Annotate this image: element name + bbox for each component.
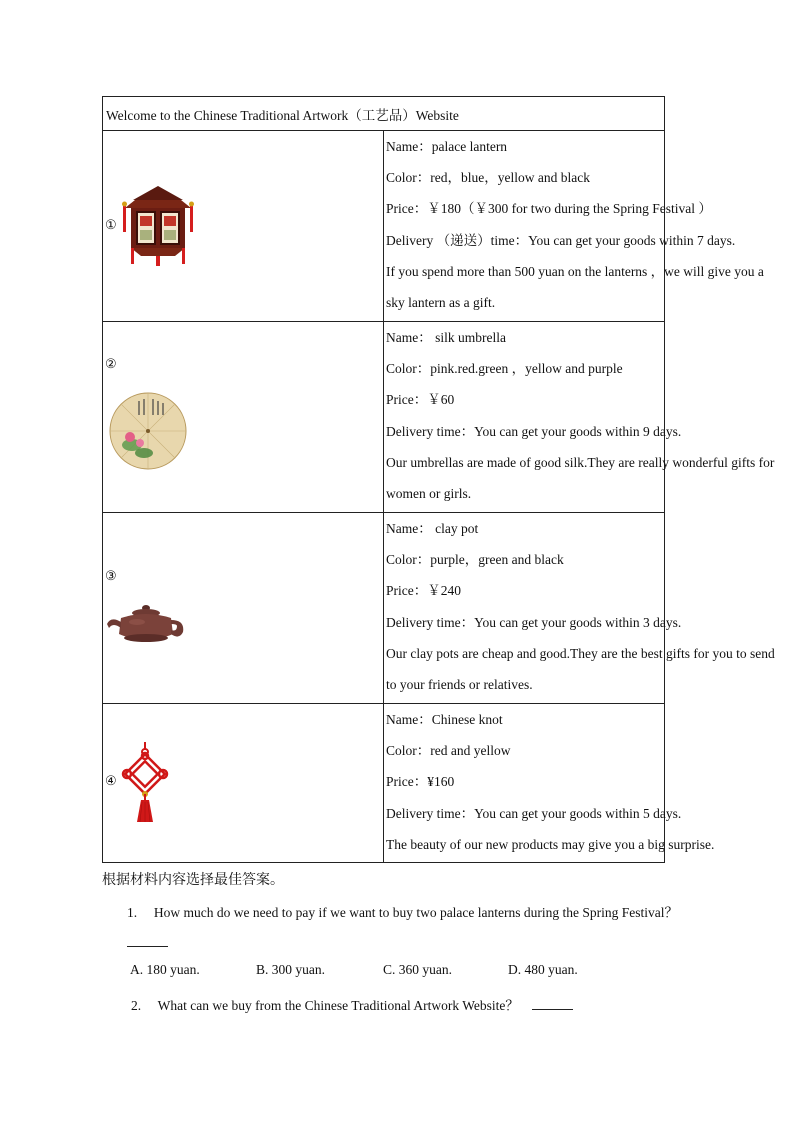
product-details [384, 513, 775, 704]
question-text: How much do we need to pay if we want to buy two palace lanterns during the Spring Festival？ [153, 905, 679, 920]
product-note: Our umbrellas are made of good silk.They are really wonderful gifts for [386, 454, 775, 470]
product-image-cell [103, 131, 384, 322]
product-details [384, 704, 715, 863]
answer-blank[interactable] [127, 934, 168, 951]
table-row [103, 704, 665, 863]
product-image-cell [103, 704, 384, 863]
product-image-cell [103, 322, 384, 513]
product-price: Price：￥60 [386, 392, 455, 408]
table-row [103, 322, 665, 513]
silk-umbrella-image [108, 391, 188, 471]
table-row [103, 131, 665, 322]
product-note-continued: sky lantern as a gift. [386, 294, 496, 310]
product-color: Color：pink.red.green ，yellow and purple [386, 361, 623, 377]
product-note-continued: women or girls. [386, 485, 472, 501]
answer-blank[interactable] [532, 997, 573, 1010]
product-delivery: Delivery time：You can get your goods within 3 days. [386, 614, 682, 630]
item-number: ① [105, 217, 117, 232]
product-price: Price：¥160 [386, 774, 455, 790]
item-number: ② [105, 356, 117, 371]
question-2 [131, 994, 573, 1014]
product-name: Name： clay pot [386, 521, 479, 536]
chinese-knot-image [121, 742, 169, 822]
product-delivery: Delivery （递送）time：You can get your goods within 7 days. [386, 232, 736, 248]
product-details [384, 322, 775, 513]
product-name: Name：palace lantern [386, 139, 508, 154]
product-name: Name： silk umbrella [386, 330, 506, 345]
clay-pot-image [107, 602, 185, 646]
product-color: Color：red and yellow [386, 743, 511, 759]
instruction-text: 根据材料内容选择最佳答案。 [102, 872, 284, 888]
question-number: 2. [131, 998, 142, 1013]
item-number: ③ [105, 568, 117, 583]
table-row [103, 513, 665, 704]
artwork-table [102, 96, 775, 863]
question-text: What can we buy from the Chinese Traditional Artwork Website？ [157, 998, 519, 1013]
product-image-cell [103, 513, 384, 704]
product-note: Our clay pots are cheap and good.They are the best gifts for you to send [386, 645, 775, 661]
product-note-continued: to your friends or relatives. [386, 676, 533, 692]
product-color: Color：purple，green and black [386, 552, 564, 568]
product-details [384, 131, 764, 322]
product-note: If you spend more than 500 yuan on the lanterns ，we will give you a [386, 263, 764, 279]
product-note: The beauty of our new products may give you a big surprise. [386, 836, 715, 852]
palace-lantern-image [121, 184, 195, 266]
table-header-row [103, 97, 665, 131]
option-d[interactable]: D. 480 yuan. [508, 962, 578, 977]
question-1 [127, 901, 678, 921]
product-color: Color：red，blue，yellow and black [386, 170, 590, 186]
product-delivery: Delivery time：You can get your goods within 5 days. [386, 805, 682, 821]
item-number: ④ [105, 773, 117, 788]
question-number: 1. [127, 905, 138, 920]
option-b[interactable]: B. 300 yuan. [256, 962, 325, 977]
product-price: Price：￥180（￥300 for two during the Spring Festival ） [386, 201, 712, 217]
table-title: Welcome to the Chinese Traditional Artwork（工艺品）Website [103, 97, 665, 131]
option-a[interactable]: A. 180 yuan. [130, 962, 200, 977]
product-price: Price：￥240 [386, 583, 461, 599]
option-c[interactable]: C. 360 yuan. [383, 962, 452, 977]
product-name: Name：Chinese knot [386, 712, 503, 727]
product-delivery: Delivery time：You can get your goods within 9 days. [386, 423, 682, 439]
